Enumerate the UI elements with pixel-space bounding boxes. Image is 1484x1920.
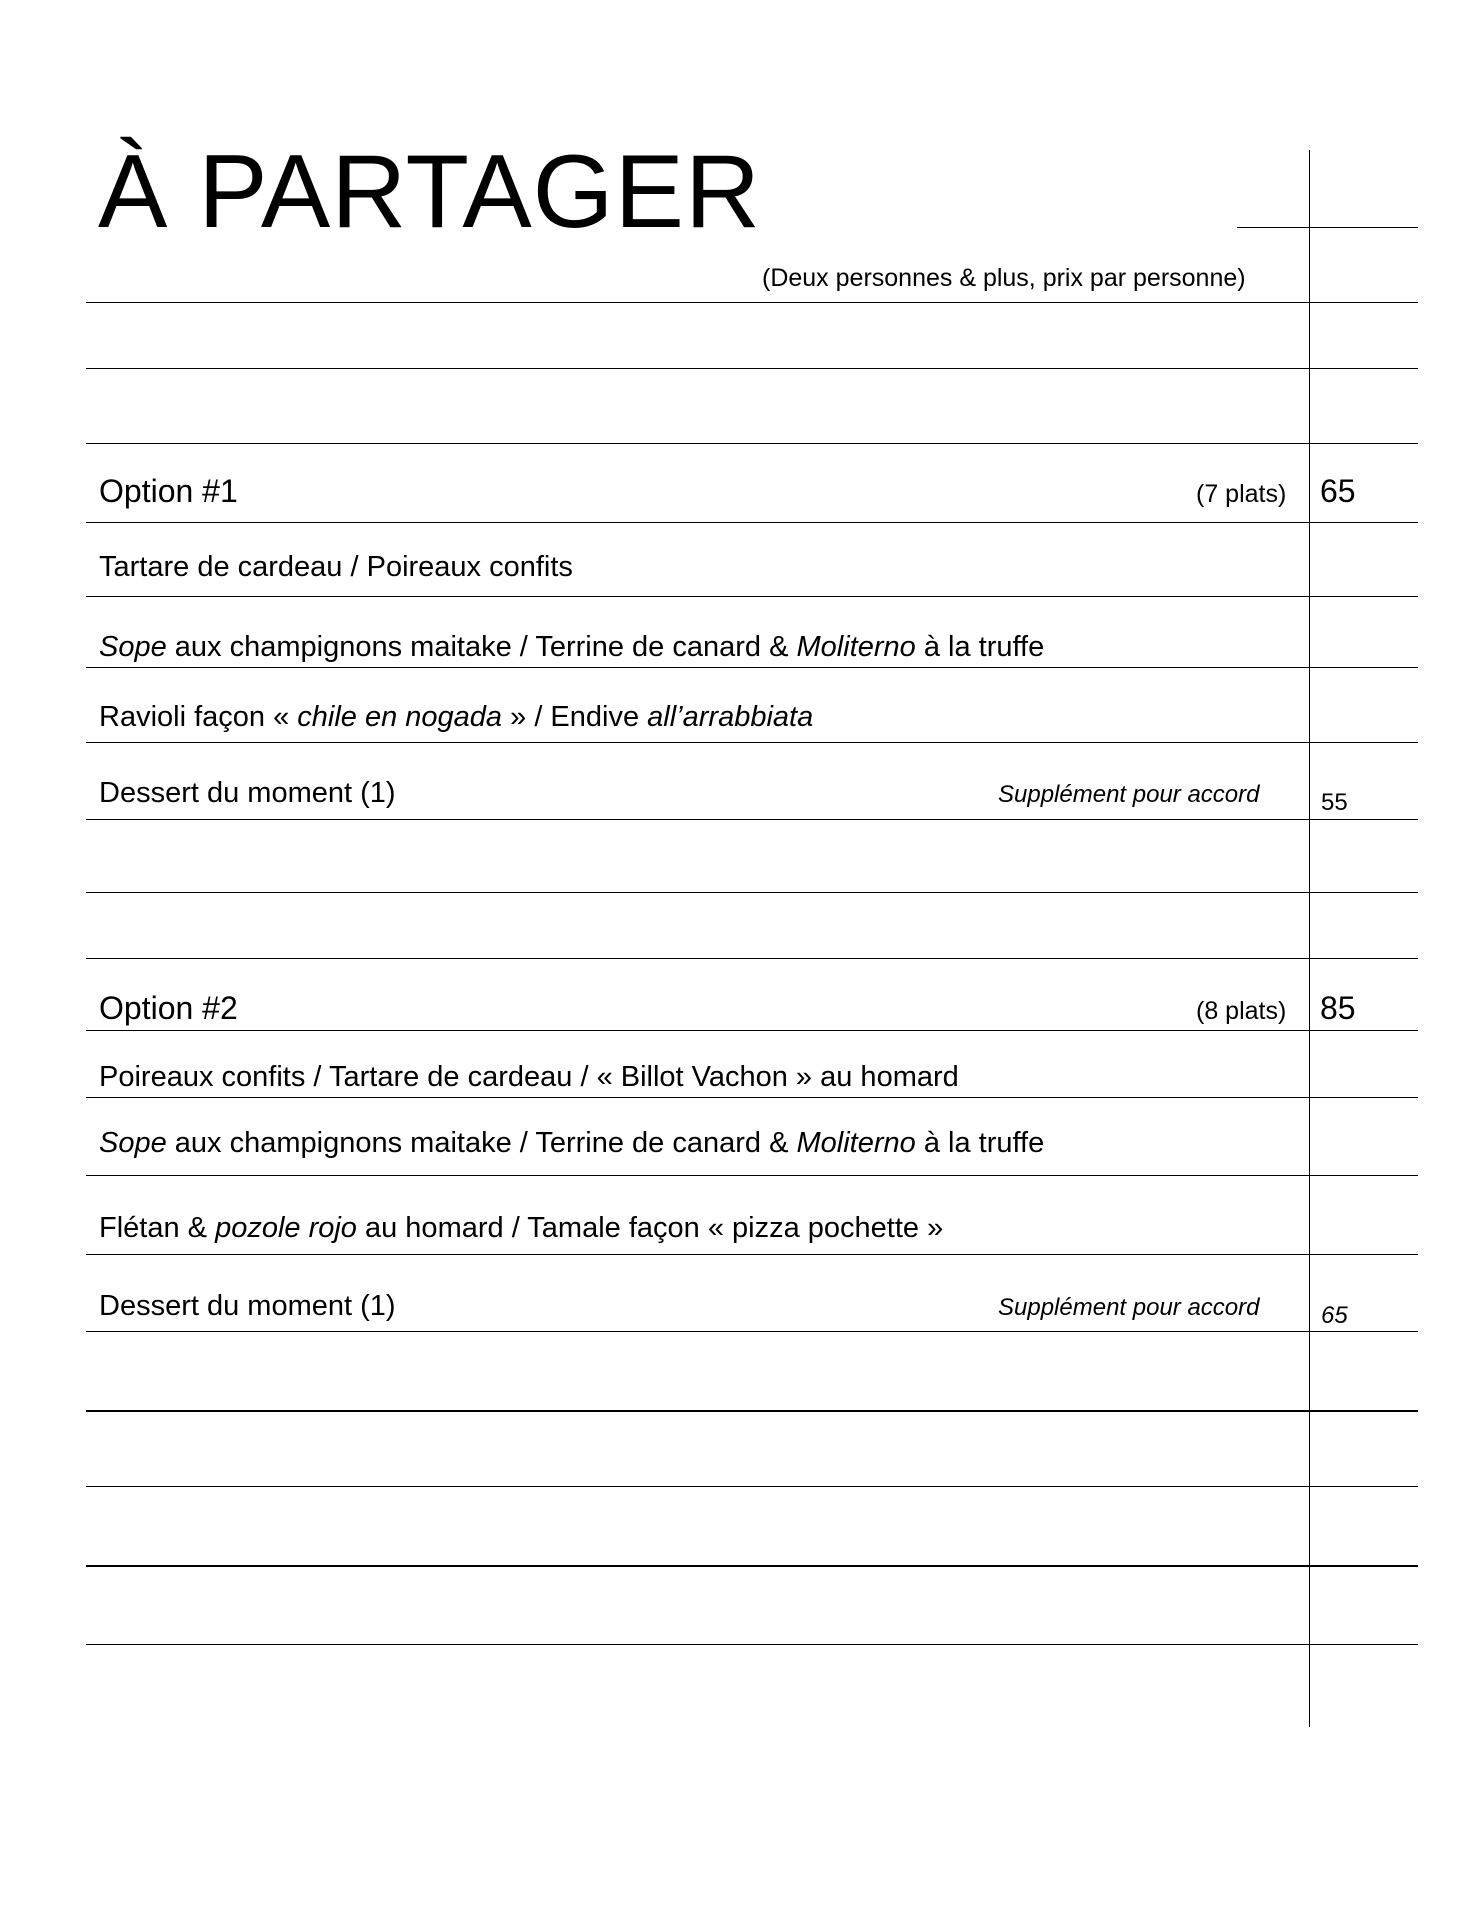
dish-text: Dessert du moment (1) [99, 777, 396, 809]
dish-text: » / Endive [502, 701, 648, 733]
row-divider [86, 1097, 1418, 1098]
dish-item [99, 701, 813, 734]
header-rule [1237, 227, 1418, 228]
dish-item [99, 1212, 943, 1245]
row-divider [86, 1565, 1418, 1567]
row-divider [86, 1644, 1418, 1645]
page-title: À PARTAGER [98, 134, 762, 250]
option-1-price: 65 [1320, 473, 1356, 509]
row-divider [86, 596, 1418, 597]
dish-item [99, 1127, 1044, 1160]
dish-text: aux champignons maitake / Terrine de canard & [166, 1127, 797, 1159]
option-2-supplement-label: Supplément pour accord [998, 1294, 1260, 1321]
dish-text: à la truffe [915, 1127, 1045, 1159]
row-divider [86, 1175, 1418, 1176]
dish-text: Tartare de cardeau / Poireaux confits [99, 551, 573, 583]
dish-item [99, 1061, 959, 1094]
page-subtitle: (Deux personnes & plus, prix par personne) [762, 264, 1246, 292]
option-1-label: Option #1 [99, 473, 238, 509]
dish-item [99, 777, 396, 810]
row-divider [86, 443, 1418, 444]
dish-text: all’arrabbiata [647, 701, 814, 733]
dish-text: aux champignons maitake / Terrine de canard & [166, 631, 797, 663]
dish-text: Moliterno [796, 1127, 916, 1159]
row-divider [86, 819, 1418, 820]
option-1-count: (7 plats) [1196, 480, 1287, 508]
dish-text: Ravioli façon « [99, 701, 298, 733]
dish-text: Flétan & [99, 1212, 216, 1244]
dish-text: Sope [99, 631, 167, 663]
price-column-divider [1309, 150, 1310, 1727]
row-divider [86, 1254, 1418, 1255]
row-divider [86, 667, 1418, 668]
option-1-supplement-price: 55 [1321, 789, 1348, 816]
option-2-label: Option #2 [99, 990, 238, 1026]
dish-item [99, 1290, 396, 1323]
row-divider [86, 302, 1418, 303]
row-divider [86, 1030, 1418, 1031]
dish-text: Sope [99, 1127, 167, 1159]
dish-text: Dessert du moment (1) [99, 1290, 396, 1322]
row-divider [86, 742, 1418, 743]
row-divider [86, 892, 1418, 893]
dish-item [99, 551, 573, 584]
dish-text: au homard / Tamale façon « pizza pochette » [356, 1212, 944, 1244]
dish-text: chile en nogada [297, 701, 503, 733]
dish-text: à la truffe [915, 631, 1045, 663]
dish-item [99, 631, 1044, 664]
row-divider [86, 1410, 1418, 1412]
dish-text: Poireaux confits / Tartare de cardeau / « Billot Vachon » au homard [99, 1061, 959, 1093]
option-2-count: (8 plats) [1196, 997, 1287, 1025]
row-divider [86, 958, 1418, 959]
option-2-supplement-price: 65 [1321, 1302, 1348, 1329]
dish-text: pozole rojo [215, 1212, 357, 1244]
row-divider [86, 368, 1418, 369]
row-divider [86, 1331, 1418, 1332]
option-2-price: 85 [1320, 990, 1356, 1026]
row-divider [86, 1486, 1418, 1487]
dish-text: Moliterno [796, 631, 916, 663]
option-1-supplement-label: Supplément pour accord [998, 781, 1260, 808]
row-divider [86, 522, 1418, 523]
